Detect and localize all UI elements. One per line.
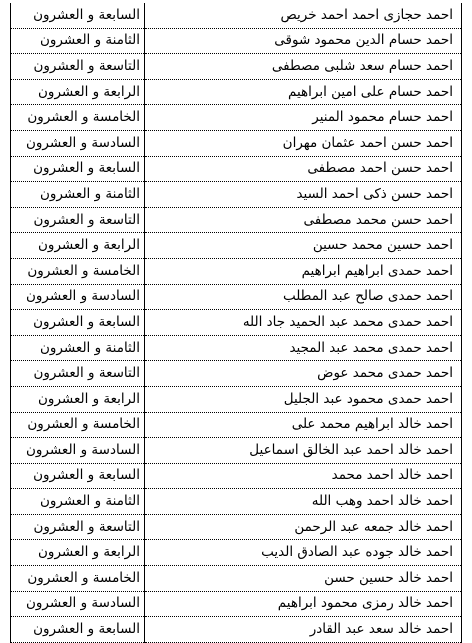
- table-row: [11, 207, 462, 233]
- group-cell: السادسة و العشرون: [11, 284, 145, 310]
- table-row: [11, 258, 462, 284]
- table-row: [11, 182, 462, 208]
- student-name-cell: احمد حمدى محمد عبد الحميد جاد الله: [145, 310, 462, 336]
- student-name-cell: احمد خالد جوده عبد الصادق الديب: [145, 540, 462, 566]
- student-roster-table: [10, 3, 462, 643]
- table-row: [11, 489, 462, 515]
- table-row: [11, 310, 462, 336]
- group-cell: الثامنة و العشرون: [11, 182, 145, 208]
- table-row: [11, 412, 462, 438]
- table-row: [11, 361, 462, 387]
- student-name-cell: احمد خالد احمد محمد: [145, 463, 462, 489]
- group-cell: السادسة و العشرون: [11, 130, 145, 156]
- group-cell: الثامنة و العشرون: [11, 489, 145, 515]
- table-row: [11, 233, 462, 259]
- table-row: [11, 463, 462, 489]
- student-name-cell: احمد حمدى صالح عبد المطلب: [145, 284, 462, 310]
- group-cell: التاسعة و العشرون: [11, 361, 145, 387]
- student-name-cell: احمد خالد احمد وهب الله: [145, 489, 462, 515]
- group-cell: الرابعة و العشرون: [11, 79, 145, 105]
- table-row: [11, 3, 462, 28]
- student-name-cell: احمد حجازى احمد احمد خريص: [145, 3, 462, 28]
- student-name-cell: احمد حمدى ابراهيم ابراهيم: [145, 258, 462, 284]
- table-row: [11, 566, 462, 592]
- group-cell: الرابعة و العشرون: [11, 233, 145, 259]
- group-cell: السابعة و العشرون: [11, 463, 145, 489]
- group-cell: الرابعة و العشرون: [11, 386, 145, 412]
- table-row: [11, 540, 462, 566]
- group-cell: السابعة و العشرون: [11, 617, 145, 643]
- group-cell: الثامنة و العشرون: [11, 335, 145, 361]
- group-cell: التاسعة و العشرون: [11, 207, 145, 233]
- student-name-cell: احمد حسام على امين ابراهيم: [145, 79, 462, 105]
- student-name-cell: احمد حسام الدين محمود شوقى: [145, 28, 462, 54]
- student-name-cell: احمد حمدى محمد عبد المجيد: [145, 335, 462, 361]
- student-name-cell: احمد حسام سعد شلبى مصطفى: [145, 54, 462, 80]
- student-name-cell: احمد حمدى محمد عوض: [145, 361, 462, 387]
- table-row: [11, 54, 462, 80]
- table-row: [11, 28, 462, 54]
- group-cell: السادسة و العشرون: [11, 591, 145, 617]
- table-row: [11, 335, 462, 361]
- student-name-cell: احمد حسن احمد عثمان مهران: [145, 130, 462, 156]
- student-name-cell: احمد حسن ذكى احمد السيد: [145, 182, 462, 208]
- table-row: [11, 438, 462, 464]
- table-row: [11, 105, 462, 131]
- student-name-cell: احمد حسين محمد حسين: [145, 233, 462, 259]
- group-cell: الخامسة و العشرون: [11, 412, 145, 438]
- student-name-cell: احمد حسن محمد مصطفى: [145, 207, 462, 233]
- student-name-cell: احمد خالد رمزى محمود ابراهيم: [145, 591, 462, 617]
- table-row: [11, 591, 462, 617]
- table-row: [11, 514, 462, 540]
- student-name-cell: احمد خالد ابراهيم محمد على: [145, 412, 462, 438]
- table-row: [11, 284, 462, 310]
- group-cell: السادسة و العشرون: [11, 438, 145, 464]
- group-cell: السابعة و العشرون: [11, 310, 145, 336]
- group-cell: السابعة و العشرون: [11, 156, 145, 182]
- student-name-cell: احمد خالد حسين حسن: [145, 566, 462, 592]
- group-cell: الثامنة و العشرون: [11, 28, 145, 54]
- group-cell: التاسعة و العشرون: [11, 514, 145, 540]
- table-row: [11, 617, 462, 643]
- roster-body: [11, 3, 462, 642]
- group-cell: الرابعة و العشرون: [11, 540, 145, 566]
- student-name-cell: احمد خالد احمد عبد الخالق اسماعيل: [145, 438, 462, 464]
- group-cell: السابعة و العشرون: [11, 3, 145, 28]
- table-row: [11, 130, 462, 156]
- student-name-cell: احمد خالد سعد عبد القادر: [145, 617, 462, 643]
- student-name-cell: احمد حسام محمود المنير: [145, 105, 462, 131]
- group-cell: الخامسة و العشرون: [11, 566, 145, 592]
- group-cell: التاسعة و العشرون: [11, 54, 145, 80]
- table-row: [11, 79, 462, 105]
- group-cell: الخامسة و العشرون: [11, 105, 145, 131]
- student-name-cell: احمد حسن احمد مصطفى: [145, 156, 462, 182]
- group-cell: الخامسة و العشرون: [11, 258, 145, 284]
- student-name-cell: احمد حمدى محمود عبد الجليل: [145, 386, 462, 412]
- student-name-cell: احمد خالد جمعه عبد الرحمن: [145, 514, 462, 540]
- table-row: [11, 386, 462, 412]
- table-row: [11, 156, 462, 182]
